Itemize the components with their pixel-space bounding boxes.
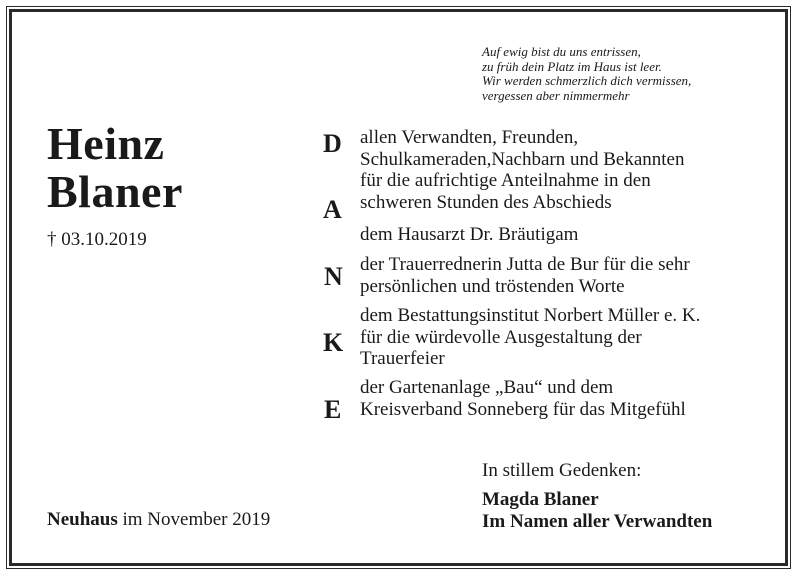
thanks-line: Schulkameraden,Nachbarn und Bekannten xyxy=(360,148,685,170)
dank-letter-d: D xyxy=(323,129,342,158)
dank-letter-k: K xyxy=(323,328,344,357)
thanks-funeral-home xyxy=(360,305,700,370)
dank-letter-n: N xyxy=(324,262,343,291)
last-name: Blaner xyxy=(47,166,183,217)
thanks-line: der Gartenanlage „Bau“ und dem xyxy=(360,377,614,398)
signatories xyxy=(482,489,712,533)
place-and-date xyxy=(47,509,270,531)
deceased-name xyxy=(47,120,183,216)
memorial-poem xyxy=(482,45,691,103)
thanks-line: der Trauerrednerin Jutta de Bur für die sehr xyxy=(360,254,690,275)
place-town: Neuhaus xyxy=(47,509,118,530)
poem-line: vergessen aber nimmermehr xyxy=(482,87,630,103)
poem-line: Wir werden schmerzlich dich vermissen, xyxy=(482,73,692,88)
thanks-line: Trauerfeier xyxy=(360,348,445,369)
thanks-line: allen Verwandten, Freunden, xyxy=(360,127,579,148)
signatory-name: Magda Blaner xyxy=(482,489,599,510)
signatory-note: Im Namen aller Verwandten xyxy=(482,511,713,532)
dank-letter-e: E xyxy=(324,395,342,424)
thanks-line: für die aufrichtige Anteilnahme in den xyxy=(360,170,651,191)
first-name: Heinz xyxy=(47,118,165,169)
thanks-garden-association xyxy=(360,377,686,420)
death-date: † 03.10.2019 xyxy=(47,229,147,250)
memory-line: In stillem Gedenken: xyxy=(482,460,642,481)
thanks-relatives xyxy=(360,127,684,213)
thanks-line: dem Bestattungsinstitut Norbert Müller e. K. xyxy=(360,305,701,326)
thanks-line: für die würdevolle Ausgestaltung der xyxy=(360,326,642,348)
thanks-line: Kreisverband Sonneberg für das Mitgefühl xyxy=(360,398,686,420)
thanks-line: schweren Stunden des Abschieds xyxy=(360,191,612,213)
thanks-speaker xyxy=(360,254,690,297)
thanks-line: persönlichen und tröstenden Worte xyxy=(360,275,625,297)
thanks-doctor xyxy=(360,224,578,246)
poem-line: zu früh dein Platz im Haus ist leer. xyxy=(482,58,662,74)
thanks-line: dem Hausarzt Dr. Bräutigam xyxy=(360,224,579,245)
poem-line: Auf ewig bist du uns entrissen, xyxy=(482,44,641,59)
dank-letter-a: A xyxy=(323,195,342,224)
place-date: im November 2019 xyxy=(117,509,271,530)
